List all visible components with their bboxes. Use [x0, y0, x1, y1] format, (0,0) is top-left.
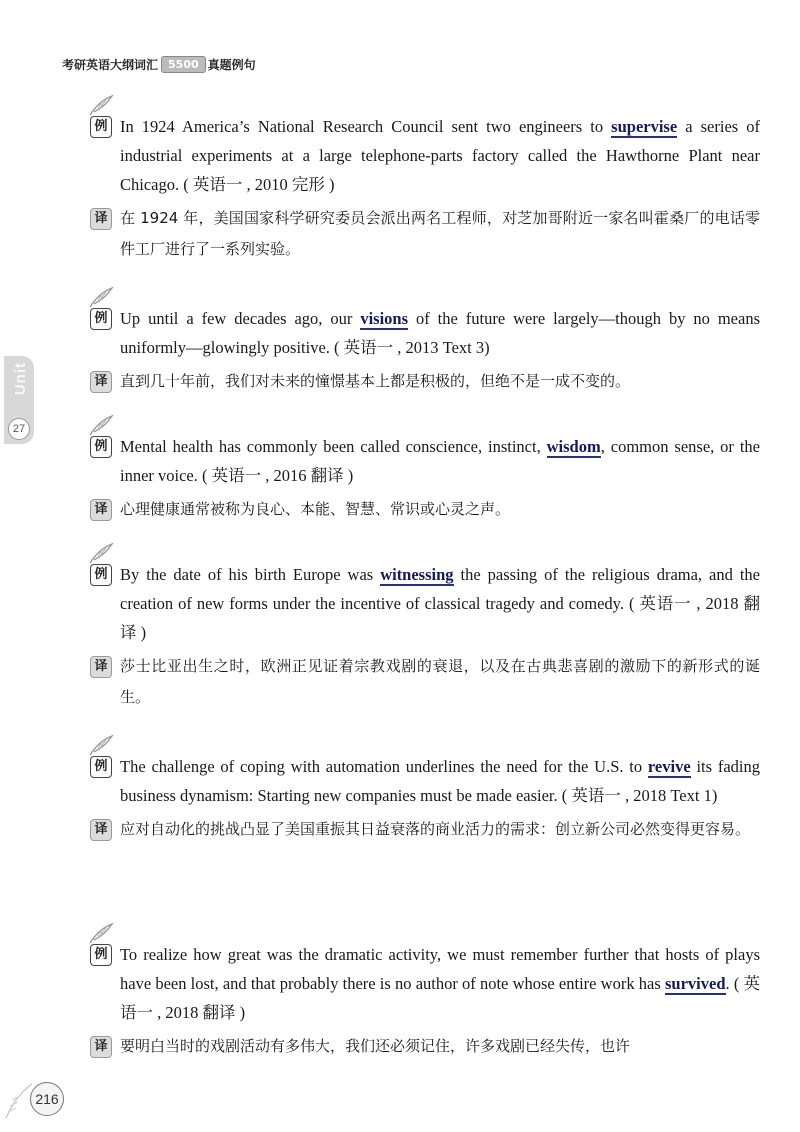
example-label: 例 [90, 436, 112, 458]
translation-text: 莎士比亚出生之时，欧洲正见证着宗教戏剧的衰退，以及在古典悲喜剧的激励下的新形式的诞生。 [120, 657, 760, 706]
translation-label: 译 [90, 819, 112, 841]
feather-icon [88, 414, 114, 436]
sentence-text: In 1924 America’s National Research Council sent two engineers to [120, 117, 612, 136]
keyword: supervise [611, 117, 678, 136]
sentence-text: . ( 英语一 , 2018 翻译 ) [120, 974, 761, 1022]
translation [84, 814, 760, 845]
sentence-text: By the date of his birth Europe was [120, 565, 381, 584]
example-entry [84, 560, 760, 713]
example-entry [84, 752, 760, 845]
page-number: 216 [30, 1082, 64, 1116]
example-sentence [84, 304, 760, 362]
feather-icon [88, 542, 114, 564]
sentence-text: To realize how great was the dramatic activity, we must remember further that hosts of plays have been lost, and that probably there is no author of note whose entire work has [120, 945, 760, 993]
unit-number: 27 [8, 418, 30, 440]
keyword: survived [664, 974, 726, 993]
example-entry [84, 304, 760, 397]
translation [84, 651, 760, 713]
example-sentence [84, 752, 760, 810]
example-entry [84, 112, 760, 265]
translation [84, 1031, 760, 1062]
sentence-text: the passing of the religious drama, and the creation of new forms under the incentive of classical tragedy and comedy. ( 英语一 , 2018 翻译 ) [120, 565, 760, 642]
example-sentence [84, 940, 760, 1027]
example-label: 例 [90, 308, 112, 330]
sentence-text: of the future were largely—though by no means uniformly—glowingly positive. ( 英语一 , 2013 Text 3) [120, 309, 761, 357]
keyword: wisdom [546, 437, 601, 456]
sentence-text: Mental health has commonly been called conscience, instinct, [120, 437, 547, 456]
translation-label: 译 [90, 1036, 112, 1058]
translation-text: 直到几十年前，我们对未来的憧憬基本上都是积极的，但绝不是一成不变的。 [120, 372, 631, 390]
example-label: 例 [90, 756, 112, 778]
unit-label: Unit [12, 362, 29, 396]
header-subtitle: 真题例句 [207, 58, 256, 72]
feather-icon [88, 286, 114, 308]
running-header [62, 56, 256, 73]
translation [84, 494, 760, 525]
example-entry [84, 432, 760, 525]
example-sentence [84, 112, 760, 199]
translation-label: 译 [90, 371, 112, 393]
keyword: witnessing [380, 565, 454, 584]
sentence-text: , common sense, or the inner voice. ( 英语一 , 2016 翻译 ) [120, 437, 760, 485]
translation-text: 心理健康通常被称为良心、本能、智慧、常识或心灵之声。 [120, 500, 511, 518]
header-title: 考研英语大纲词汇 [62, 58, 159, 72]
example-label: 例 [90, 944, 112, 966]
translation-label: 译 [90, 656, 112, 678]
feather-icon [88, 922, 114, 944]
sentence-text: Up until a few decades ago, our [120, 309, 361, 328]
feather-icon [88, 734, 114, 756]
example-entry [84, 940, 760, 1062]
example-label: 例 [90, 116, 112, 138]
translation-text: 应对自动化的挑战凸显了美国重振其日益衰落的商业活力的需求：创立新公司必然变得更容易。 [120, 820, 751, 838]
keyword: revive [647, 757, 691, 776]
sentence-text: its fading business dynamism: Starting new companies must be made easier. ( 英语一 , 2018 Text 1) [120, 757, 760, 805]
translation [84, 203, 760, 265]
translation-label: 译 [90, 499, 112, 521]
translation [84, 366, 760, 397]
translation-text: 要明白当时的戏剧活动有多伟大，我们还必须记住，许多戏剧已经失传，也许 [120, 1037, 631, 1055]
translation-text: 在 1924 年，美国国家科学研究委员会派出两名工程师，对芝加哥附近一家名叫霍桑厂的电话零件工厂进行了一系列实验。 [120, 209, 760, 258]
translation-label: 译 [90, 208, 112, 230]
header-badge: 5500 [161, 56, 206, 73]
example-sentence [84, 560, 760, 647]
sentence-text: a series of industrial experiments at a large telephone-parts factory called the Hawthorne Plant near Chicago. ( 英语一 , 2010 完形 ) [120, 117, 760, 194]
sentence-text: The challenge of coping with automation underlines the need for the U.S. to [120, 757, 648, 776]
example-sentence [84, 432, 760, 490]
unit-tab [4, 356, 34, 444]
feather-icon [88, 94, 114, 116]
keyword: visions [360, 309, 409, 328]
example-label: 例 [90, 564, 112, 586]
